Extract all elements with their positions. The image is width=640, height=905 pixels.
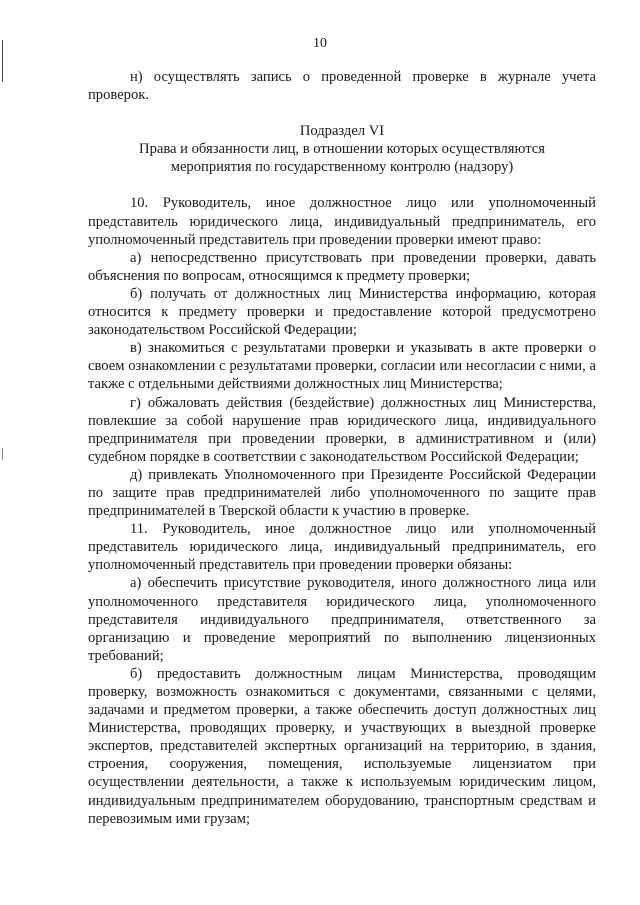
- subsection-subtitle-line-2: мероприятия по государственному контролю (надзору): [170, 159, 514, 176]
- paragraph-10-d: д) привлекать Уполномоченного при Президенте Российской Федерации по защите прав предпринимателей либо уполномоченного по защите прав предпринимателей в Тверской области к участию в проверке.: [88, 466, 596, 520]
- paragraph-10-a: а) непосредственно присутствовать при проведении проверки, давать объяснения по вопросам, относящимся к предмету проверки;: [88, 249, 596, 284]
- page-number: 10: [313, 36, 327, 51]
- subsection-title: Подраздел VI: [299, 123, 385, 140]
- paragraph-10-g: г) обжаловать действия (бездействие) должностных лиц Министерства, повлекшие за собой нарушение прав юридического лица, индивидуального предпринимателя при проведении проверки, в административном и (или) судебном порядке в соответствии с законодательством Российской Федерации;: [88, 394, 596, 465]
- paragraph-10-v: в) знакомиться с результатами проверки и указывать в акте проверки о своем ознакомлении с результатами проверки, согласии или несогласии с ними, а также с отдельными действиями должностных лиц Министерства;: [88, 340, 596, 393]
- paragraph-11-a: а) обеспечить присутствие руководителя, иного должностного лица или уполномоченного представителя юридического лица, уполномоченного представителя индивидуального предпринимателя, ответственного за организацию и проведение мероприятий по выполнению лицензионных требований;: [88, 575, 596, 664]
- paragraph-10: 10. Руководитель, иное должностное лицо или уполномоченный представитель юридического лица, индивидуальный предприниматель, его уполномоченный представитель при проведении проверки имеют право:: [88, 195, 596, 248]
- document-body: [88, 68, 596, 828]
- intro-paragraph: н) осуществлять запись о проведенной проверке в журнале учета проверок.: [88, 69, 596, 104]
- paragraph-11: 11. Руководитель, иное должностное лицо или уполномоченный представитель юридического лица, индивидуальный предприниматель, его уполномоченный представитель при проведении проверки обязаны:: [88, 521, 596, 574]
- left-margin-mark-lower: [2, 448, 3, 460]
- subsection-subtitle-line-1: Права и обязанности лиц, в отношении которых осуществляются: [139, 141, 545, 158]
- paragraph-10-b: б) получать от должностных лиц Министерства информацию, которая относится к предмету проверки и предоставление которой предусмотрено законодательством Российской Федерации;: [88, 285, 596, 339]
- paragraph-11-b: б) предоставить должностным лицам Министерства, проводящим проверку, возможность ознакомиться с документами, связанными с целями, задачами и предметом проверки, а также обеспечить доступ должностных лиц Министерства, проводящих проверку, и участвующих в выездной проверке экспертов, представителей экспертных организаций на территорию, в здания, строения, сооружения, помещения, используемые лицензиатом при осуществлении деятельности, а также к используемым юридическим лицом, индивидуальным предпринимателем оборудованию, транспортным средствам и перевозимым ими грузам;: [88, 665, 596, 827]
